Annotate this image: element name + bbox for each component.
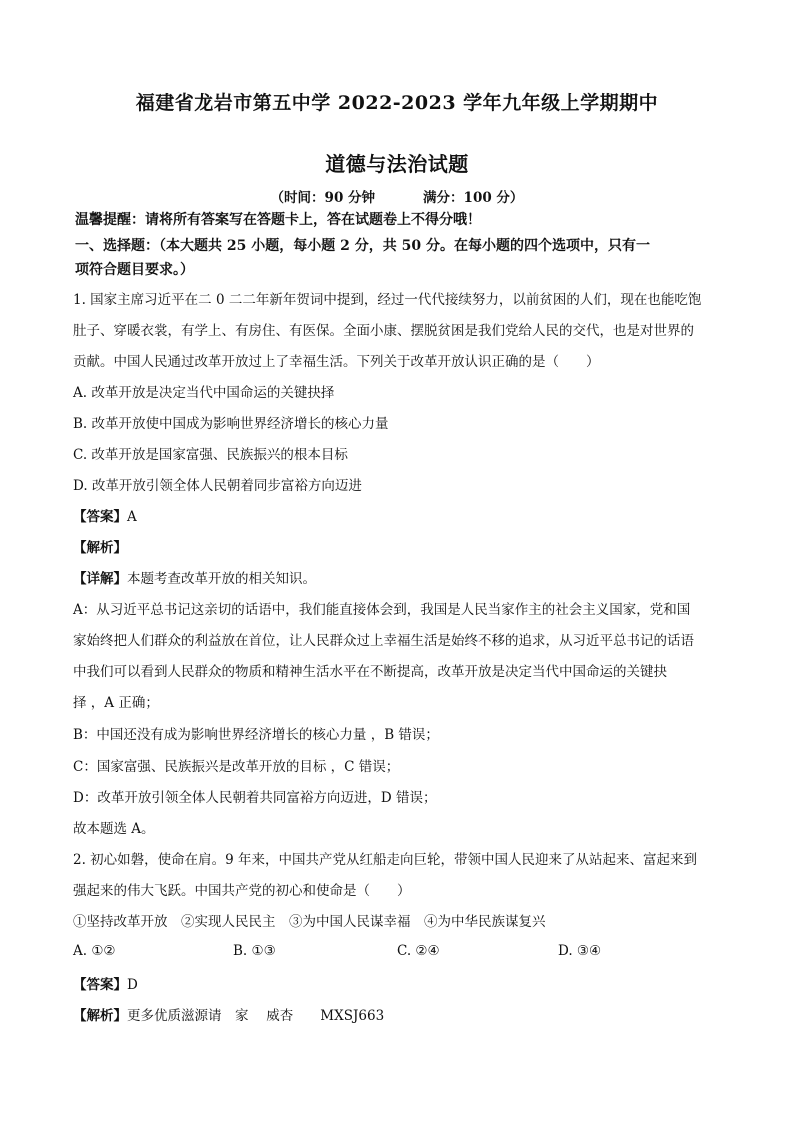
q2-option-d: D. ③④ [558, 943, 602, 959]
analysis-tag: 【解析】 [73, 1008, 127, 1024]
q1-explain-line: 故本题选 A。 [73, 821, 155, 837]
q1-stem-line: 贡献。中国人民通过改革开放过上了幸福生活。下列关于改革开放认识正确的是（ ） [73, 354, 600, 370]
q2-options [73, 943, 733, 965]
exam-time: （时间：90 分钟 [270, 190, 376, 206]
q1-explain-line: 家始终把人们群众的利益放在首位，让人民群众过上幸福生活是始终不移的追求，从习近平总书记的话语 [73, 633, 694, 649]
q1-stem-line: 1. 国家主席习近平在二 0 二二年新年贺词中提到，经过一代代接续努力，以前贫困的人们，现在也能吃饱 [73, 292, 702, 308]
q1-analysis-tag: 【解析】 [73, 540, 127, 556]
q2-stem-line: 强起来的伟大飞跃。中国共产党的初心和使命是（ ） [73, 883, 411, 899]
exam-subject: 道德与法治试题 [325, 152, 469, 176]
q2-stem-line: 2. 初心如磐，使命在肩。9 年来，中国共产党从红船走向巨轮，带领中国人民迎来了从站起来、富起来到 [73, 852, 698, 868]
q1-stem-line: 肚子、穿暖衣裳，有学上、有房住、有医保。全面小康、摆脱贫困是我们党给人民的交代，也是对世界的 [73, 323, 694, 339]
answer-tag: 【答案】 [73, 977, 127, 993]
q2-items: ①坚持改革开放 ②实现人民民主 ③为中国人民谋幸福 ④为中华民族谋复兴 [73, 914, 546, 930]
q2-option-a: A. ①② [73, 943, 116, 959]
q2-answer [73, 974, 733, 996]
q1-explain-line: C：国家富强、民族振兴是改革开放的目标 ，C 错误； [73, 759, 400, 775]
q2-option-c: C. ②④ [397, 943, 440, 959]
q1-explain-line: D：改革开放引领全体人民朝着共同富裕方向迈进，D 错误； [73, 790, 437, 806]
q1-answer [73, 506, 733, 528]
q1-explain-line: A：从习近平总书记这亲切的话语中，我们能直接体会到，我国是人民当家作主的社会主义国家，党和国 [73, 602, 691, 618]
q1-option-b: B. 改革开放使中国成为影响世界经济增长的核心力量 [73, 416, 389, 432]
q1-explain-line: 中我们可以看到人民群众的物质和精神生活水平在不断提高，改革开放是决定当代中国命运的关键抉 [73, 664, 667, 680]
q1-explain-line: B：中国还没有成为影响世界经济增长的核心力量 ，B 错误； [73, 727, 439, 743]
q2-option-b: B. ①③ [233, 943, 276, 959]
q2-analysis [73, 1005, 733, 1027]
q1-option-a: A. 改革开放是决定当代中国命运的关键抉择 [73, 385, 335, 401]
detail-tag: 【详解】 [73, 571, 127, 587]
answer-tag: 【答案】 [73, 509, 127, 525]
exam-score: 满分：100 分） [423, 190, 524, 206]
analysis-text: 更多优质滋源请 家 威杏 MXSJ663 [127, 1008, 385, 1024]
q1-option-c: C. 改革开放是国家富强、民族振兴的根本目标 [73, 447, 348, 463]
section-heading-line1: 一、选择题：（本大题共 25 小题，每小题 2 分，共 50 分。在每小题的四个选项中，只有一 [75, 238, 650, 254]
q1-explain-line: 择 ，A 正确； [73, 695, 159, 711]
exam-meta [0, 186, 794, 206]
answer-value: D [127, 977, 138, 993]
q1-detail: 【详解】本题考查改革开放的相关知识。 [73, 571, 316, 587]
exam-title: 福建省龙岩市第五中学 2022-2023 学年九年级上学期期中 [135, 92, 659, 114]
answer-value: A [127, 509, 137, 525]
notice: 温馨提醒：请将所有答案写在答题卡上，答在试题卷上不得分哦！ [75, 212, 481, 228]
section-heading-line2: 项符合题目要求。） [75, 262, 194, 278]
q1-option-d: D. 改革开放引领全体人民朝着同步富裕方向迈进 [73, 478, 362, 494]
